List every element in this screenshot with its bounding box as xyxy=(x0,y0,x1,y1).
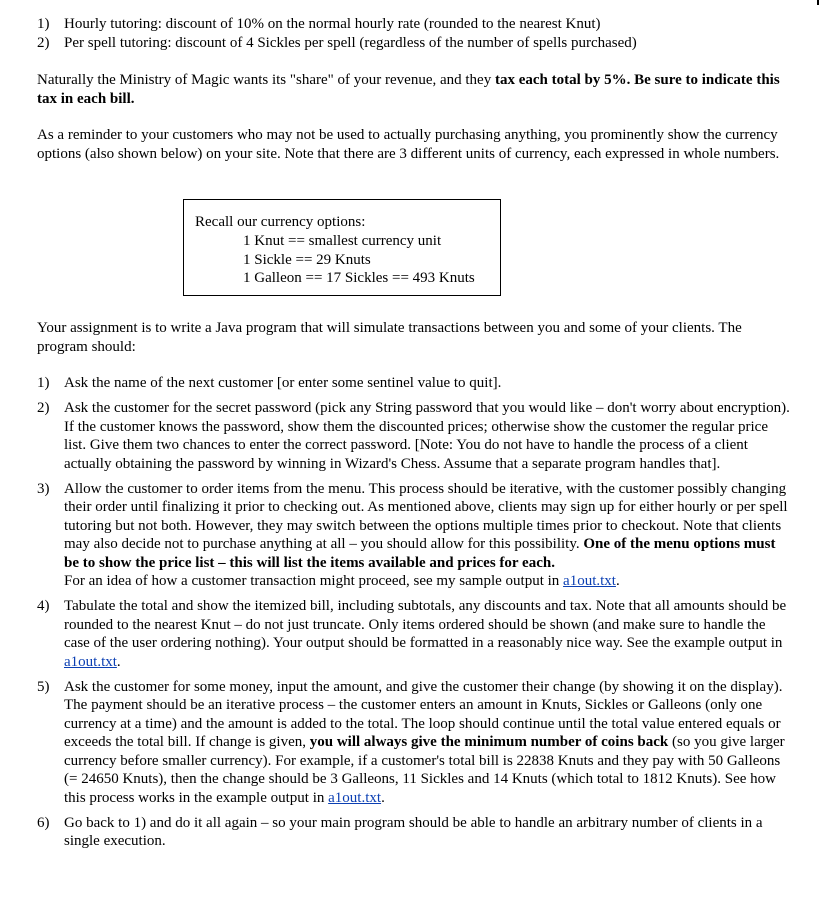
step-followup xyxy=(0,572,791,591)
step-item xyxy=(0,814,791,851)
tax-emphasis: tax each total by 5%. Be sure to indicate this tax in each bill. xyxy=(37,72,780,107)
currency-line: 1 Knut == smallest currency unit xyxy=(243,233,442,249)
list-item xyxy=(0,34,830,53)
currency-line: 1 Galleon == 17 Sickles == 493 Knuts xyxy=(243,270,475,286)
step-number: 6) xyxy=(37,814,50,831)
step-text: Go back to 1) and do it all again – so your main program should be able to handle an arbitrary number of clients in a single execution. xyxy=(64,814,763,849)
step-text: Ask the customer for the secret password (pick any String password that you would like – don't worry about encryption). If the customer knows the password, show them the discounted prices; otherwise show the customer the regular price list. Give them two chances to enter the correct password. [Note: You do not have to handle the process of a client actually obtaining the password by winning in Wizard's Chess. Assume that a separate program handles that]. xyxy=(64,400,790,472)
example-output-link[interactable]: a1out.txt xyxy=(328,789,382,806)
list-number: 2) xyxy=(37,34,50,51)
followup-after: . xyxy=(615,573,620,589)
currency-box xyxy=(183,199,501,296)
steps-list xyxy=(0,374,830,857)
step-item xyxy=(0,399,791,473)
step-after: . xyxy=(116,653,121,670)
list-text: Per spell tutoring: discount of 4 Sickles per spell (regardless of the number of spells purchased) xyxy=(64,34,637,51)
step-text: Ask the name of the next customer [or enter some sentinel value to quit]. xyxy=(64,375,502,391)
tax-paragraph xyxy=(37,71,792,108)
text-cursor xyxy=(817,0,819,5)
step-item xyxy=(0,678,791,808)
followup-text: For an idea of how a customer transaction might proceed, see my sample output in xyxy=(64,573,564,589)
reminder-paragraph: As a reminder to your customers who may not be used to actually purchasing anything, you prominently show the currency options (also shown below) on your site. Note that there are 3 different units of currency, each expressed in whole numbers. xyxy=(37,127,780,162)
currency-line: 1 Sickle == 29 Knuts xyxy=(243,251,371,268)
step-number: 5) xyxy=(37,678,50,695)
step-text: Tabulate the total and show the itemized bill, including subtotals, any discounts and tax. Note that all amounts should be rounded to the nearest Knut – do not just truncate. Only items ordered should be shown (and make sure to handle the case of the user ordering nothing). Your output should be formatted in a reasonably nice way. See the example output in xyxy=(64,598,787,651)
step-number: 4) xyxy=(37,598,50,614)
example-output-link[interactable]: a1out.txt xyxy=(64,653,117,670)
step-item xyxy=(0,480,791,573)
step-number: 3) xyxy=(37,480,50,497)
discount-list xyxy=(0,15,830,52)
tax-text: Naturally the Ministry of Magic wants its "share" of your revenue, and they xyxy=(37,72,495,88)
step-text-continued: (so you give larger currency before smaller currency). For example, if a customer's total bill is 22838 Knuts and they pay with 50 Galleons (= 24650 Knuts), then the change should be 3 Galleons, 11 Sickles and 14 Knuts (which total to 1812 Knuts). See how this process works in the example output in xyxy=(64,734,785,806)
currency-box-title: Recall our currency options: xyxy=(195,214,366,230)
step-emphasis: One of the menu options must be to show the price list – this will list the items available and prices for each. xyxy=(64,536,776,571)
list-text: Hourly tutoring: discount of 10% on the normal hourly rate (rounded to the nearest Knut) xyxy=(64,16,601,32)
step-text: Ask the customer for some money, input the amount, and give the customer their change (by showing it on the display). The payment should be an iterative process – the customer enters an amount in Knuts, Sickles or Galleons (only one currency at a time) and the amount is added to the total. The loop should continue until the total value entered equals or exceeds the total bill. If change is given, xyxy=(64,678,783,750)
list-item xyxy=(0,15,830,34)
step-number: 2) xyxy=(37,400,50,416)
step-emphasis: you will always give the minimum number of coins back xyxy=(309,734,669,750)
step-after: . xyxy=(381,789,385,806)
step-number: 1) xyxy=(37,375,50,391)
sample-output-link[interactable]: a1out.txt xyxy=(563,573,616,589)
step-text: Allow the customer to order items from the menu. This process should be iterative, with the customer possibly changing their order until finalizing it prior to checking out. As mentioned above, clients may sign up for either hourly or per spell tutoring but not both. However, they may switch between the options multiple times prior to checkout. Note that clients may also decide not to purchase anything at all – you should allow for this possibility. xyxy=(64,480,788,552)
step-item xyxy=(0,597,791,671)
step-item xyxy=(0,374,791,393)
list-number: 1) xyxy=(37,16,50,32)
assignment-paragraph: Your assignment is to write a Java program that will simulate transactions between you and some of your clients. The program should: xyxy=(37,320,742,355)
